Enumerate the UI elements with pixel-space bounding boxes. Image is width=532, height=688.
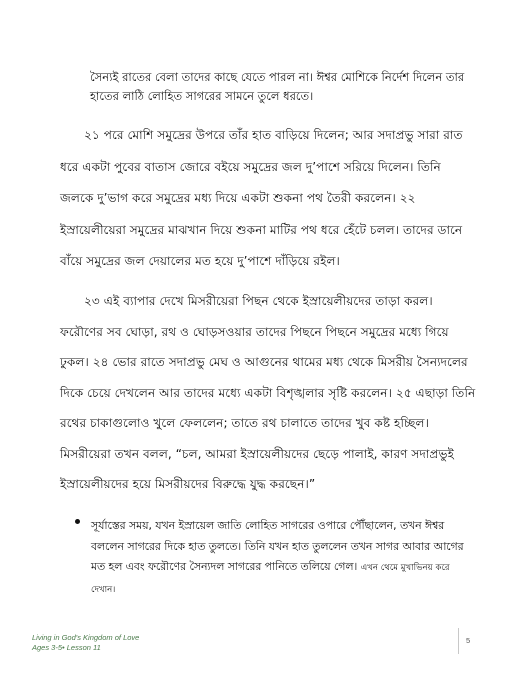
paragraph-verse-23: ২৩ এই ব্যাপার দেখে মিসরীয়েরা পিছন থেকে ইস্রায়েলীয়দের তাড়া করল। ফরৌণের সব ঘোড়া, রথ ও ঘোড়সওয়ার তাদের পিছনে পিছনে সমুদ্রের মধ্যে গিয়ে ঢুকল। ২৪ ভোর রাতে সদাপ্রভু মেঘ ও আগুনের থামের মধ্য থেকে মিসরীয় সৈন্যদলের দিকে চেয়ে দেখলেন আর তাদের মধ্যে একটা বিশৃঙ্খলার সৃষ্টি করলেন। ২৫ এছাড়া তিনি রথের চাকাগুলোও খুলে ফেললেন; তাতে রথ চালাতে তাদের খুব কষ্ট হচ্ছিল। মিসরীয়েরা তখন বলল, “চল, আমরা ইস্রায়েলীয়দের ছেড়ে পালাই, কারণ সদাপ্রভুই ইস্রায়েলীয়দের হয়ে মিসরীয়দের বিরুদ্ধে যুদ্ধ করছেন।” <box>60 294 476 491</box>
bullet-instruction: এখন থেমে মুখাভিনয় করে দেখান। <box>91 563 450 595</box>
page-number: 5 <box>466 636 471 645</box>
bullet-dot-icon <box>75 519 80 524</box>
footer-subtitle: Ages 3-5• Lesson 11 <box>32 643 101 652</box>
bullet-main-text: সূর্যাস্তের সময়, যখন ইস্রায়েল জাতি লোহিত সাগরের ওপারে পৌঁছালেন, তখন ঈশ্বর বললেন সাগরের দিকে হাত তুলতে। তিনি যখন হাত তুললেন তখন সাগর আবার আগের মত হল এবং ফরৌণের সৈন্যদল সাগরের পানিতে তলিয়ে গেল। <box>91 519 464 573</box>
bullet-text <box>91 516 475 600</box>
paragraph-verse-21: ২১ পরে মোশি সমুদ্রের উপরে তাঁর হাত বাড়িয়ে দিলেন; আর সদাপ্রভু সারা রাত ধরে একটা পুবের বাতাস জোরে বইয়ে সমুদ্রের জল দু’পাশে সরিয়ে দিলেন। তিনি জলকে দু’ভাগ করে সমুদ্রের মধ্য দিয়ে একটা শুকনা পথ তৈরী করলেন। ২২ ইস্রায়েলীয়েরা সমুদ্রের মাঝখান দিয়ে শুকনা মাটির পথ ধরে হেঁটে চলল। তাদের ডানে বাঁয়ে সমুদ্রের জল দেয়ালের মত হয়ে দু’পাশে দাঁড়িয়ে রইল। <box>60 128 463 268</box>
footer-divider <box>458 628 459 654</box>
footer-info <box>32 633 139 653</box>
bullet-item <box>75 516 475 600</box>
paragraph-continuation: সৈন্যই রাতের বেলা তাদের কাছে যেতে পারল না। ঈশ্বর মোশিকে নির্দেশ দিলেন তার হাতের লাঠি লোহিত সাগরের সামনে তুলে ধরতে। <box>90 70 465 103</box>
footer-title: Living in God's Kingdom of Love <box>32 633 140 642</box>
